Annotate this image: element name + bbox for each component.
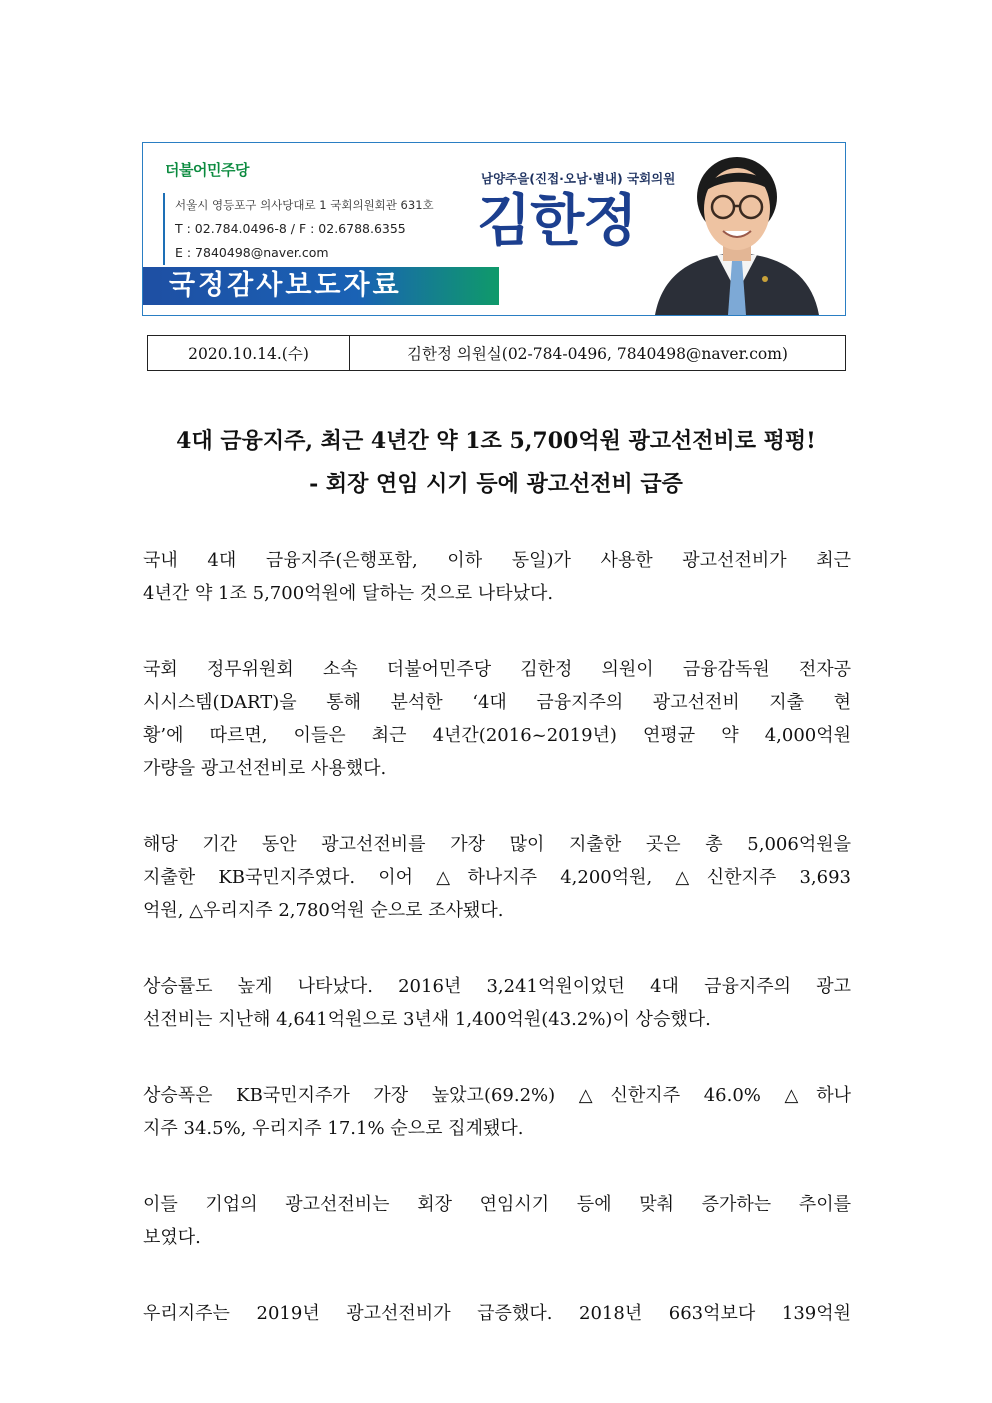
release-info-table — [147, 335, 846, 371]
text-line: 우리지주는 2019년 광고선전비가 급증했다. 2018년 663억보다 139억원 — [143, 1303, 851, 1324]
doc-type-label: 국정감사보도자료 — [169, 270, 402, 301]
release-date: 2020.10.14.(수) — [148, 336, 350, 371]
office-phone-fax: T : 02.784.0496-8 / F : 02.6788.6355 — [175, 221, 406, 236]
text-line: 가량을 광고선전비로 사용했다. — [143, 758, 387, 779]
paragraph — [143, 1079, 851, 1145]
paragraph — [143, 1188, 851, 1254]
text-line: 선전비는 지난해 4,641억원으로 3년새 1,400억원(43.2%)이 상승했다. — [143, 1009, 711, 1030]
member-district: 남양주을(진접·오남·별내) 국회의원 — [481, 171, 676, 186]
office-address: 서울시 영등포구 의사당대로 1 국회의원회관 631호 — [175, 198, 434, 212]
text-line: 상승폭은 KB국민지주가 가장 높았고(69.2%) △신한지주 46.0% △하나 — [143, 1085, 851, 1106]
text-line: 4년간 약 1조 5,700억원에 달하는 것으로 나타났다. — [143, 583, 554, 604]
paragraph — [143, 1297, 851, 1330]
paragraph — [143, 970, 851, 1036]
office-email: E : 7840498@naver.com — [175, 245, 329, 260]
text-line: 보였다. — [143, 1227, 201, 1248]
text-line: 지출한 KB국민지주였다. 이어 △하나지주 4,200억원, △신한지주 3,693 — [143, 867, 851, 888]
headline-title: 4대 금융지주, 최근 4년간 약 1조 5,700억원 광고선전비로 펑펑! — [176, 428, 816, 454]
party-logo: 더불어민주당 — [165, 161, 249, 179]
text-line: 국내 4대 금융지주(은행포함, 이하 동일)가 사용한 광고선전비가 최근 — [143, 550, 851, 571]
text-line: 이들 기업의 광고선전비는 회장 연임시기 등에 맞춰 증가하는 추이를 — [143, 1194, 851, 1215]
press-banner — [142, 142, 846, 316]
paragraph — [143, 544, 851, 610]
release-contact: 김한정 의원실(02-784-0496, 7840498@naver.com) — [350, 336, 846, 371]
doc-type-bar — [143, 267, 499, 305]
office-contact-block — [163, 193, 434, 265]
member-portrait-icon — [637, 143, 837, 315]
paragraph — [143, 828, 851, 927]
article-body — [143, 544, 851, 1330]
text-line: 상승률도 높게 나타났다. 2016년 3,241억원이었던 4대 금융지주의 광고 — [143, 976, 851, 997]
headline-subtitle: - 회장 연임 시기 등에 광고선전비 급증 — [309, 471, 683, 497]
text-line: 억원, △우리지주 2,780억원 순으로 조사됐다. — [143, 900, 504, 921]
text-line: 지주 34.5%, 우리지주 17.1% 순으로 집계됐다. — [143, 1118, 524, 1139]
text-line: 시시스템(DART)을 통해 분석한 ‘4대 금융지주의 광고선전비 지출 현 — [143, 692, 851, 713]
text-line: 황’에 따르면, 이들은 최근 4년간(2016~2019년) 연평균 약 4,000억원 — [143, 725, 851, 746]
text-line: 국회 정무위원회 소속 더불어민주당 김한정 의원이 금융감독원 전자공 — [143, 659, 851, 680]
paragraph — [143, 653, 851, 785]
member-name: 김한정 — [477, 189, 637, 254]
text-line: 해당 기간 동안 광고선전비를 가장 많이 지출한 곳은 총 5,006억원을 — [143, 834, 851, 855]
